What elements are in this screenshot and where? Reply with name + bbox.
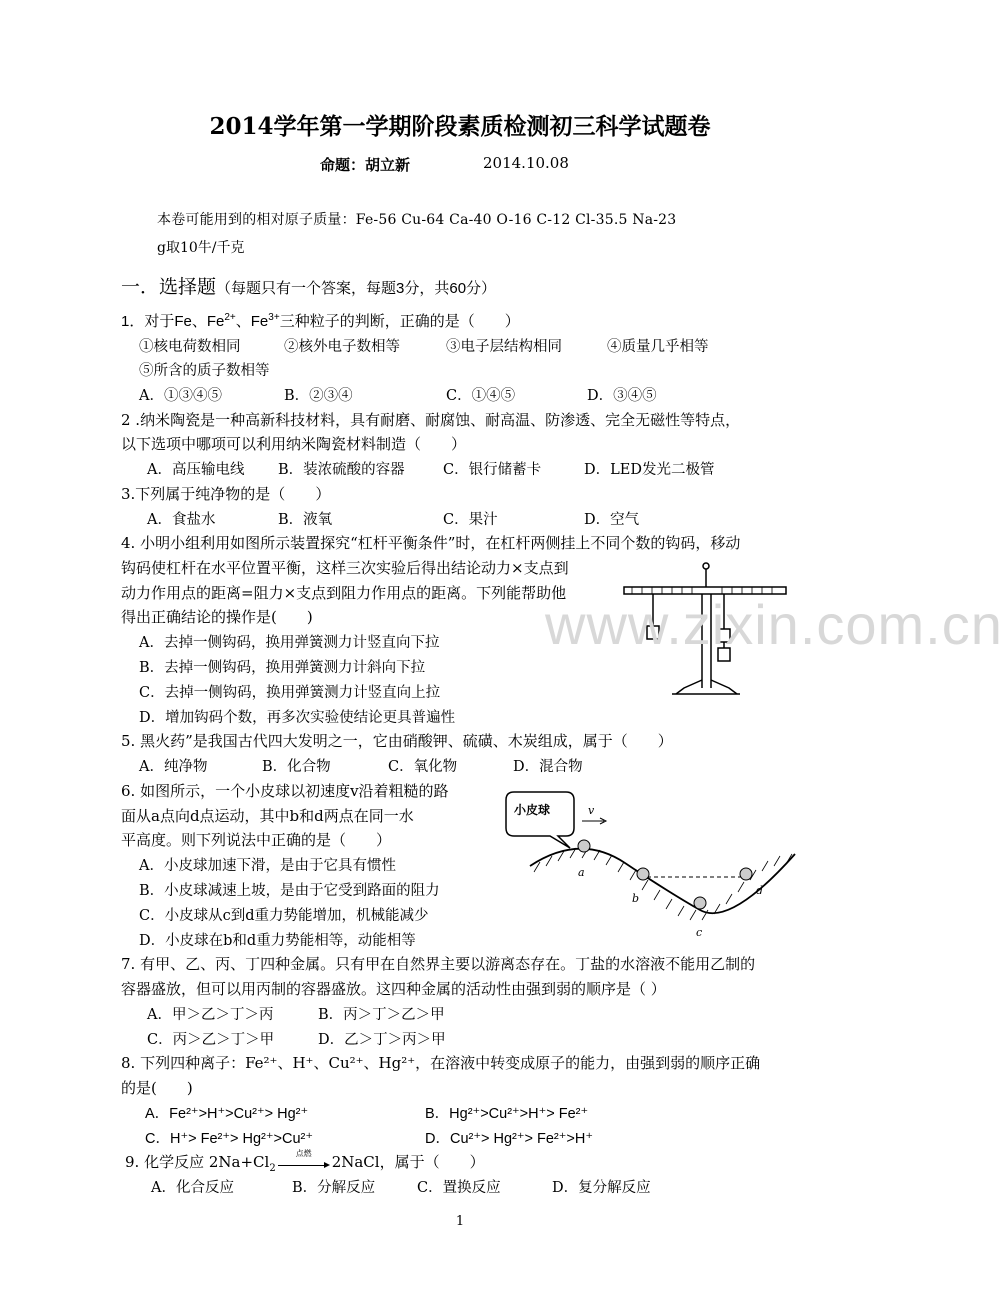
q5-option-d: D．混合物 (513, 759, 583, 775)
q7-stem-line1: 7. 有甲、乙、丙、丁四种金属。只有甲在自然界主要以游离态存在。丁盐的水溶液不能用乙制的 (121, 955, 756, 973)
velocity-label: v (588, 804, 595, 817)
q6-option-a: A．小皮球加速下滑，是由于它具有惯性 (139, 858, 396, 874)
page-number: 1 (455, 1214, 465, 1229)
q5-stem: 5. 黑火药”是我国古代四大发明之一，它由硝酸钾、硫磺、木炭组成，属于（ ） (121, 732, 673, 750)
q9-option-a: A．化合反应 (151, 1180, 234, 1196)
reaction-arrow (276, 1149, 332, 1170)
point-d-label: d (756, 884, 764, 897)
q6-option-b: B．小皮球减速上坡，是由于它受到路面的阻力 (139, 883, 440, 899)
q1-item-1: ①核电荷数相同 (139, 339, 241, 355)
q2-option-b: B．装浓硫酸的容器 (278, 462, 405, 478)
q5-option-a: A．纯净物 (139, 759, 208, 775)
q9-option-c: C．置换反应 (417, 1180, 501, 1196)
q1-sup: 3+ (268, 312, 280, 323)
q3-option-c: C．果汁 (443, 512, 498, 528)
q4-stem-line2: 钩码使杠杆在水平位置平衡，这样三次实验后得出结论动力×支点到 (121, 559, 569, 577)
point-c-label: c (696, 926, 703, 939)
q3-option-b: B．液氧 (278, 512, 333, 528)
q1-option-d: D．③④⑤ (587, 388, 657, 404)
q6-stem-line3: 平高度。则下列说法中正确的是（ ） (121, 831, 392, 849)
arrow-condition: 点燃 (295, 1149, 312, 1158)
q8-option-c: C．H⁺> Fe²⁺> Hg²⁺>Cu²⁺ (145, 1131, 313, 1147)
point-a-label: a (578, 866, 585, 879)
bubble-label: 小皮球 (514, 803, 551, 817)
q7-option-d: D．乙＞丁＞丙＞甲 (318, 1032, 446, 1048)
q4-stem-line3: 动力作用点的距离=阻力×支点到阻力作用点的距离。下列能帮助他 (121, 584, 567, 602)
section-desc: （每题只有一个答案，每题3分，共60分） (216, 280, 497, 297)
gravity-note: g取10牛/千克 (157, 240, 245, 256)
q1-item-4: ④质量几乎相等 (607, 339, 709, 355)
q1-option-c: C．①④⑤ (446, 388, 516, 404)
q6-stem-line1: 6. 如图所示，一个小皮球以初速度v沿着粗糙的路 (121, 782, 449, 800)
q8-option-a: A．Fe²⁺>H⁺>Cu²⁺> Hg²⁺ (145, 1106, 309, 1122)
q1-stem-part: 1．对于Fe、Fe (121, 313, 225, 330)
q4-option-d: D．增加钩码个数，再多次实验使结论更具普遍性 (139, 710, 456, 726)
q9-option-b: B．分解反应 (292, 1180, 376, 1196)
watermark: www.zixin.com.cn (545, 593, 1003, 656)
q1-item-5: ⑤所含的质子数相等 (139, 363, 270, 379)
q3-option-a: A．食盐水 (147, 512, 216, 528)
q4-option-a: A．去掉一侧钩码，换用弹簧测力计竖直向下拉 (139, 635, 440, 651)
q9-option-d: D．复分解反应 (552, 1180, 651, 1196)
q2-option-d: D．LED发光二极管 (584, 462, 715, 478)
q1-item-3: ③电子层结构相同 (446, 339, 562, 355)
q1-stem (121, 310, 520, 331)
q9-stem-part: 9. 化学反应 2Na+Cl (125, 1153, 270, 1171)
section-heading (121, 272, 496, 299)
q2-option-c: C．银行储蓄卡 (443, 462, 542, 478)
q7-option-b: B．丙＞丁＞乙＞甲 (318, 1007, 445, 1023)
q9-stem (125, 1151, 485, 1174)
q1-item-2: ②核外电子数相等 (284, 339, 400, 355)
q6-stem-line2: 面从a点向d点运动，其中b和d两点在同一水 (121, 807, 414, 825)
section-title: 一．选择题 (121, 276, 217, 298)
q1-sup: 2+ (224, 312, 236, 323)
q8-stem-line2: 的是( ) (121, 1079, 193, 1097)
q2-stem-line1: 2 .纳米陶瓷是一种高新科技材料，具有耐磨、耐腐蚀、耐高温、防渗透、完全无磁性等特点， (121, 411, 741, 429)
q9-sub: 2 (269, 1163, 276, 1174)
q4-option-b: B．去掉一侧钩码，换用弹簧测力计斜向下拉 (139, 660, 426, 676)
point-b-label: b (632, 892, 640, 905)
q8-option-b: B．Hg²⁺>Cu²⁺>H⁺> Fe²⁺ (425, 1106, 589, 1122)
q4-stem-line4: 得出正确结论的操作是( ) (121, 608, 313, 626)
q7-stem-line2: 容器盛放，但可以用丙制的容器盛放。这四种金属的活动性由强到弱的顺序是（ ） (121, 980, 666, 998)
q5-option-c: C．氧化物 (388, 759, 458, 775)
ball-road-figure (500, 788, 800, 940)
q6-option-c: C．小皮球从c到d重力势能增加，机械能减少 (139, 908, 429, 924)
q3-option-d: D．空气 (584, 512, 640, 528)
q2-option-a: A．高压输电线 (147, 462, 245, 478)
q6-option-d: D．小皮球在b和d重力势能相等，动能相等 (139, 933, 416, 949)
q1-option-b: B．②③④ (284, 388, 353, 404)
author: 命题：胡立新 (320, 156, 411, 174)
q1-stem-part: 三种粒子的判断，正确的是（ ） (279, 313, 520, 330)
q4-option-c: C．去掉一侧钩码，换用弹簧测力计竖直向上拉 (139, 685, 441, 701)
q9-stem-part: 2NaCl，属于（ ） (331, 1153, 485, 1171)
q1-option-a: A．①③④⑤ (139, 388, 222, 404)
q3-stem: 3.下列属于纯净物的是（ ） (121, 485, 331, 503)
q7-option-a: A．甲＞乙＞丁＞丙 (147, 1007, 274, 1023)
atomic-mass-note: 本卷可能用到的相对原子质量：Fe-56 Cu-64 Ca-40 O-16 C-12 Cl-35.5 Na-23 (157, 212, 677, 228)
q8-option-d: D．Cu²⁺> Hg²⁺> Fe²⁺>H⁺ (425, 1131, 593, 1147)
q5-option-b: B．化合物 (262, 759, 331, 775)
q8-stem-line1: 8. 下列四种离子：Fe²⁺、H⁺、Cu²⁺、Hg²⁺，在溶液中转变成原子的能力，由强到弱的顺序正确 (121, 1054, 761, 1072)
q7-option-c: C．丙＞乙＞丁＞甲 (147, 1032, 275, 1048)
q1-stem-part: 、Fe (235, 313, 269, 330)
q4-stem-line1: 4. 小明小组利用如图所示装置探究“杠杆平衡条件”时，在杠杆两侧挂上不同个数的钩码，移动 (121, 534, 741, 552)
exam-date: 2014.10.08 (483, 154, 569, 172)
q2-stem-line2: 以下选项中哪项可以利用纳米陶瓷材料制造（ ） (121, 435, 467, 453)
page-title: 2014学年第一学期阶段素质检测初三科学试题卷 (209, 113, 711, 140)
